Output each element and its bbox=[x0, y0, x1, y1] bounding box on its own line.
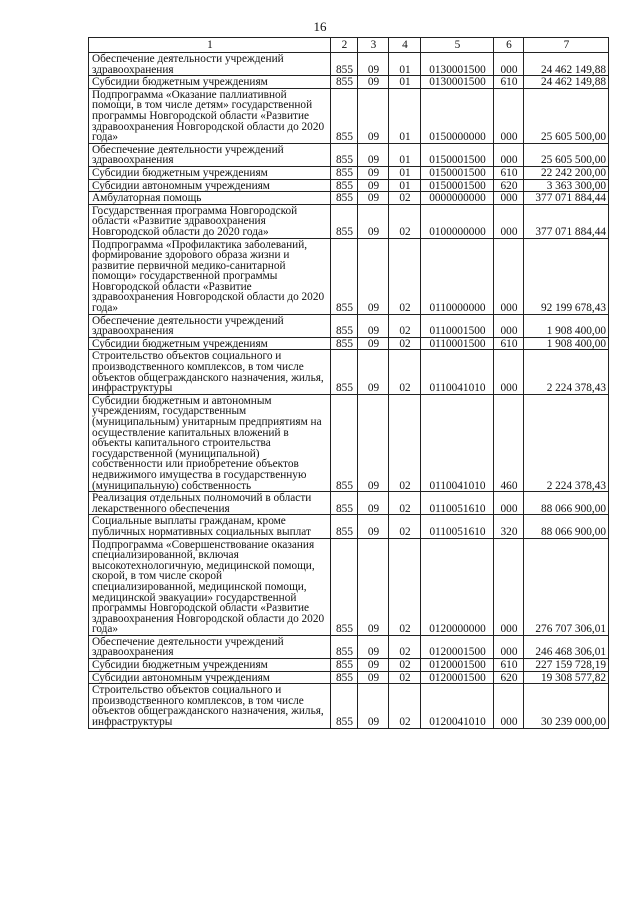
target-article: 0130001500 bbox=[421, 76, 494, 89]
amount: 1 908 400,00 bbox=[524, 337, 609, 350]
section-code: 09 bbox=[358, 492, 389, 515]
amount: 88 066 900,00 bbox=[524, 515, 609, 538]
amount: 25 605 500,00 bbox=[524, 88, 609, 143]
amount: 92 199 678,43 bbox=[524, 238, 609, 314]
subsection-code: 02 bbox=[389, 515, 421, 538]
subsection-code: 02 bbox=[389, 684, 421, 728]
expense-type: 460 bbox=[494, 394, 524, 491]
table-row bbox=[89, 515, 609, 538]
amount: 227 159 728,19 bbox=[524, 659, 609, 672]
section-code: 09 bbox=[358, 88, 389, 143]
expense-type: 000 bbox=[494, 192, 524, 205]
target-article: 0150001500 bbox=[421, 143, 494, 166]
section-code: 09 bbox=[358, 684, 389, 728]
column-header: 3 bbox=[358, 38, 389, 53]
row-name: Обеспечение деятельности учреждений здравоохранения bbox=[89, 143, 331, 166]
admin-code: 855 bbox=[331, 192, 358, 205]
admin-code: 855 bbox=[331, 53, 358, 76]
expense-type: 000 bbox=[494, 538, 524, 635]
expense-type: 610 bbox=[494, 659, 524, 672]
target-article: 0110001500 bbox=[421, 314, 494, 337]
section-code: 09 bbox=[358, 143, 389, 166]
admin-code: 855 bbox=[331, 671, 358, 684]
admin-code: 855 bbox=[331, 684, 358, 728]
section-code: 09 bbox=[358, 538, 389, 635]
table-row bbox=[89, 238, 609, 314]
table-row bbox=[89, 314, 609, 337]
table-row bbox=[89, 192, 609, 205]
table-row bbox=[89, 492, 609, 515]
expense-type: 610 bbox=[494, 337, 524, 350]
row-name: Государственная программа Новгородской области «Развитие здравоохранения Новгородской области до 2020 года» bbox=[89, 204, 331, 238]
section-code: 09 bbox=[358, 337, 389, 350]
table-body bbox=[89, 53, 609, 729]
expense-type: 000 bbox=[494, 238, 524, 314]
target-article: 0120041010 bbox=[421, 684, 494, 728]
admin-code: 855 bbox=[331, 314, 358, 337]
section-code: 09 bbox=[358, 53, 389, 76]
admin-code: 855 bbox=[331, 337, 358, 350]
section-code: 09 bbox=[358, 394, 389, 491]
subsection-code: 02 bbox=[389, 671, 421, 684]
table-row bbox=[89, 684, 609, 728]
admin-code: 855 bbox=[331, 350, 358, 394]
row-name: Субсидии бюджетным учреждениям bbox=[89, 166, 331, 179]
subsection-code: 02 bbox=[389, 659, 421, 672]
table-row bbox=[89, 350, 609, 394]
amount: 2 224 378,43 bbox=[524, 394, 609, 491]
table-row bbox=[89, 204, 609, 238]
target-article: 0120001500 bbox=[421, 671, 494, 684]
section-code: 09 bbox=[358, 179, 389, 192]
page-number: 16 bbox=[313, 19, 327, 34]
row-name: Субсидии бюджетным учреждениям bbox=[89, 659, 331, 672]
row-name: Строительство объектов социального и производственного комплексов, в том числе объектов общегражданского назначения, жилья, инфраструктуры bbox=[89, 684, 331, 728]
expense-type: 000 bbox=[494, 492, 524, 515]
expense-type: 000 bbox=[494, 204, 524, 238]
admin-code: 855 bbox=[331, 179, 358, 192]
section-code: 09 bbox=[358, 659, 389, 672]
expense-type: 620 bbox=[494, 179, 524, 192]
table-row bbox=[89, 179, 609, 192]
amount: 3 363 300,00 bbox=[524, 179, 609, 192]
row-name: Субсидии автономным учреждениям bbox=[89, 179, 331, 192]
table-row bbox=[89, 337, 609, 350]
admin-code: 855 bbox=[331, 394, 358, 491]
row-name: Подпрограмма «Совершенствование оказания специализированной, включая высокотехнологичную, медицинской помощи, скорой, в том числе скорой специализированной, медицинской помощи, медицинской эвакуации» государственной программы Новгородской области «Развитие здравоохранения Новгородской области до 2020 года» bbox=[89, 538, 331, 635]
target-article: 0110051610 bbox=[421, 492, 494, 515]
admin-code: 855 bbox=[331, 204, 358, 238]
amount: 2 224 378,43 bbox=[524, 350, 609, 394]
target-article: 0110000000 bbox=[421, 238, 494, 314]
subsection-code: 02 bbox=[389, 394, 421, 491]
subsection-code: 02 bbox=[389, 192, 421, 205]
table-row bbox=[89, 143, 609, 166]
expense-type: 000 bbox=[494, 684, 524, 728]
row-name: Обеспечение деятельности учреждений здравоохранения bbox=[89, 635, 331, 658]
target-article: 0000000000 bbox=[421, 192, 494, 205]
budget-table bbox=[88, 37, 609, 729]
expense-type: 320 bbox=[494, 515, 524, 538]
target-article: 0120000000 bbox=[421, 538, 494, 635]
row-name: Субсидии бюджетным и автономным учреждениям, государственным (муниципальным) унитарным предприятиям на осуществление капитальных вложений в объекты капитального строительства государственной (муниципальной) собственности или приобретение объектов недвижимого имущества в государственную (муниципальную) собственность bbox=[89, 394, 331, 491]
header-row bbox=[89, 38, 609, 53]
admin-code: 855 bbox=[331, 88, 358, 143]
row-name: Обеспечение деятельности учреждений здравоохранения bbox=[89, 314, 331, 337]
section-code: 09 bbox=[358, 192, 389, 205]
admin-code: 855 bbox=[331, 166, 358, 179]
subsection-code: 02 bbox=[389, 635, 421, 658]
section-code: 09 bbox=[358, 238, 389, 314]
column-header: 2 bbox=[331, 38, 358, 53]
subsection-code: 01 bbox=[389, 143, 421, 166]
column-header: 1 bbox=[89, 38, 331, 53]
section-code: 09 bbox=[358, 204, 389, 238]
target-article: 0110001500 bbox=[421, 337, 494, 350]
amount: 1 908 400,00 bbox=[524, 314, 609, 337]
table-row bbox=[89, 76, 609, 89]
row-name: Субсидии бюджетным учреждениям bbox=[89, 337, 331, 350]
table-row bbox=[89, 88, 609, 143]
table-row bbox=[89, 659, 609, 672]
table-row bbox=[89, 635, 609, 658]
subsection-code: 01 bbox=[389, 88, 421, 143]
section-code: 09 bbox=[358, 350, 389, 394]
amount: 246 468 306,01 bbox=[524, 635, 609, 658]
subsection-code: 02 bbox=[389, 350, 421, 394]
subsection-code: 01 bbox=[389, 76, 421, 89]
column-header: 5 bbox=[421, 38, 494, 53]
expense-type: 000 bbox=[494, 143, 524, 166]
subsection-code: 02 bbox=[389, 492, 421, 515]
target-article: 0100000000 bbox=[421, 204, 494, 238]
expense-type: 000 bbox=[494, 350, 524, 394]
column-header: 6 bbox=[494, 38, 524, 53]
amount: 25 605 500,00 bbox=[524, 143, 609, 166]
section-code: 09 bbox=[358, 76, 389, 89]
admin-code: 855 bbox=[331, 143, 358, 166]
section-code: 09 bbox=[358, 314, 389, 337]
target-article: 0150000000 bbox=[421, 88, 494, 143]
amount: 377 071 884,44 bbox=[524, 204, 609, 238]
target-article: 0110041010 bbox=[421, 350, 494, 394]
amount: 377 071 884,44 bbox=[524, 192, 609, 205]
expense-type: 000 bbox=[494, 88, 524, 143]
subsection-code: 02 bbox=[389, 238, 421, 314]
amount: 24 462 149,88 bbox=[524, 53, 609, 76]
column-header: 4 bbox=[389, 38, 421, 53]
subsection-code: 02 bbox=[389, 337, 421, 350]
section-code: 09 bbox=[358, 515, 389, 538]
expense-type: 000 bbox=[494, 314, 524, 337]
table-row bbox=[89, 166, 609, 179]
column-header: 7 bbox=[524, 38, 609, 53]
admin-code: 855 bbox=[331, 238, 358, 314]
row-name: Обеспечение деятельности учреждений здравоохранения bbox=[89, 53, 331, 76]
amount: 24 462 149,88 bbox=[524, 76, 609, 89]
admin-code: 855 bbox=[331, 492, 358, 515]
admin-code: 855 bbox=[331, 76, 358, 89]
target-article: 0120001500 bbox=[421, 659, 494, 672]
target-article: 0110041010 bbox=[421, 394, 494, 491]
amount: 88 066 900,00 bbox=[524, 492, 609, 515]
table-row bbox=[89, 538, 609, 635]
subsection-code: 01 bbox=[389, 166, 421, 179]
subsection-code: 02 bbox=[389, 204, 421, 238]
row-name: Амбулаторная помощь bbox=[89, 192, 331, 205]
expense-type: 000 bbox=[494, 635, 524, 658]
target-article: 0150001500 bbox=[421, 179, 494, 192]
row-name: Реализация отдельных полномочий в области лекарственного обеспечения bbox=[89, 492, 331, 515]
section-code: 09 bbox=[358, 671, 389, 684]
amount: 22 242 200,00 bbox=[524, 166, 609, 179]
section-code: 09 bbox=[358, 166, 389, 179]
expense-type: 620 bbox=[494, 671, 524, 684]
admin-code: 855 bbox=[331, 659, 358, 672]
subsection-code: 01 bbox=[389, 179, 421, 192]
row-name: Социальные выплаты гражданам, кроме публичных нормативных социальных выплат bbox=[89, 515, 331, 538]
section-code: 09 bbox=[358, 635, 389, 658]
admin-code: 855 bbox=[331, 515, 358, 538]
expense-type: 610 bbox=[494, 76, 524, 89]
admin-code: 855 bbox=[331, 538, 358, 635]
target-article: 0150001500 bbox=[421, 166, 494, 179]
row-name: Подпрограмма «Профилактика заболеваний, формирование здорового образа жизни и развитие первичной медико-санитарной помощи» государственной программы Новгородской области «Развитие здравоохранения Новгородской области до 2020 года» bbox=[89, 238, 331, 314]
amount: 30 239 000,00 bbox=[524, 684, 609, 728]
amount: 276 707 306,01 bbox=[524, 538, 609, 635]
amount: 19 308 577,82 bbox=[524, 671, 609, 684]
admin-code: 855 bbox=[331, 635, 358, 658]
table-row bbox=[89, 394, 609, 491]
table-row bbox=[89, 671, 609, 684]
subsection-code: 02 bbox=[389, 314, 421, 337]
subsection-code: 01 bbox=[389, 53, 421, 76]
row-name: Строительство объектов социального и производственного комплексов, в том числе объектов общегражданского назначения, жилья, инфраструктуры bbox=[89, 350, 331, 394]
row-name: Субсидии бюджетным учреждениям bbox=[89, 76, 331, 89]
table-header bbox=[89, 38, 609, 53]
subsection-code: 02 bbox=[389, 538, 421, 635]
table-row bbox=[89, 53, 609, 76]
row-name: Субсидии автономным учреждениям bbox=[89, 671, 331, 684]
expense-type: 000 bbox=[494, 53, 524, 76]
expense-type: 610 bbox=[494, 166, 524, 179]
target-article: 0130001500 bbox=[421, 53, 494, 76]
row-name: Подпрограмма «Оказание паллиативной помощи, в том числе детям» государственной программы Новгородской области «Развитие здравоохранения Новгородской области до 2020 года» bbox=[89, 88, 331, 143]
target-article: 0110051610 bbox=[421, 515, 494, 538]
target-article: 0120001500 bbox=[421, 635, 494, 658]
